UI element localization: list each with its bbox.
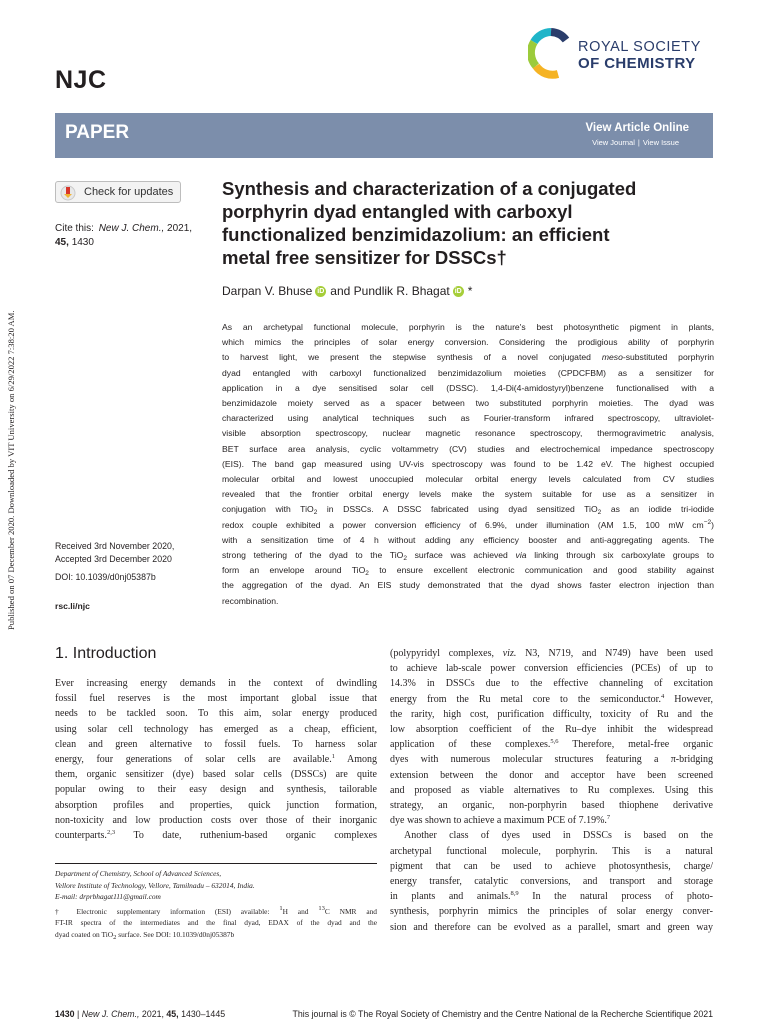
author-conjunction: and [330,284,351,298]
received-accepted-dates [55,540,174,566]
body-line: extension between the donor and acceptor have been screened [390,769,713,781]
cite-volume: 45, [55,237,69,248]
body-line: 14.3% in DSSCs due to the effective channeling of excitation [390,678,713,690]
orcid-icon[interactable]: iD [454,287,462,295]
section-heading: 1. Introduction [55,645,157,662]
body-line: counterparts.$^{2,3}$ To date, ruthenium-based organic complexes [55,829,377,842]
journal-abbreviation: NJC [55,66,107,94]
page-number: 1430 [55,1009,75,1019]
doi[interactable]: DOI: 10.1039/d0nj05387b [55,572,156,582]
citation-info [55,222,195,250]
abstract [222,320,714,609]
footer-citation [55,1009,225,1019]
body-line: and proposed as viable alternatives to Ru complexes. Using this [390,784,713,796]
reference-mark[interactable]: 1 [331,753,335,761]
email-line[interactable]: E-mail: drprbhagat111@gmail.com [55,892,161,901]
author-name[interactable]: Darpan V. Bhuse [222,284,313,298]
abstract-line: the aggregation of the dyad. An EIS study demonstrated that the dyad shows faster electron injection than [222,580,714,591]
body-line: the rarity, high cost, purification difficulty, toxicity of Ru and the [390,708,713,720]
abstract-line: molecular orbital and lowest unoccupied molecular orbital energy levels calculated from CV studies [222,474,714,485]
body-line: Another class of dyes used in DSSCs is based on the [404,830,713,842]
body-line: energy from the Ru metal core to the semiconductor.$^4$ However, [390,692,713,705]
abstract-line: (EIS). The band gap measured using UV-vis spectroscopy was found to be 1.42 eV. The highest occupied [222,458,714,469]
journal-short-link[interactable]: rsc.li/njc [55,601,90,611]
body-line: synthesis, porphyrin mimics the principles of solar energy conver- [390,906,713,918]
intro-paragraph [390,828,713,934]
abstract-line: conjugation with TiO$_2$ in DSSCs. A DSSC fabricated using dyad sensitized TiO$_2$ as an iodide tri-iodide [222,504,714,517]
body-line: energy, four generations of solar cells are available.$^1$ Among [55,753,377,766]
publisher-name-line2: OF CHEMISTRY [578,55,696,72]
footer-separator: | [77,1009,80,1019]
abstract-line: form an envelope around TiO$_2$ to ensure excellent electronic communication and good stability against [222,565,714,578]
view-article-online-link[interactable]: View Article Online [585,122,689,134]
body-line: strategy, an organic, non-porphyrin based thiophene derivative [390,800,713,812]
cite-page: 1430 [71,237,94,248]
cite-journal: New J. Chem., [98,223,165,234]
body-line: pigment that can be used to achieve photosynthesis, charge/ [390,860,713,872]
title-line: functionalized benzimidazolium: an efficient [222,224,610,245]
body-line: using solar cell technology has emerged as a cheap, efficient, [55,723,377,735]
abstract-line: visible absorption spectroscopy, nuclear magnetic resonance spectroscopy, thermogravimetric analysis, [222,428,714,439]
reference-mark[interactable]: 8,9 [510,890,519,898]
link-separator: | [637,138,640,147]
footnotes [55,868,377,940]
esi-note-line: † Electronic supplementary information (ESI) available: $^1$H and $^{13}$C NMR and [55,904,377,916]
title-line: Synthesis and characterization of a conjugated [222,178,637,199]
footer-volume: 45, [166,1009,179,1019]
abstract-line: strong tethering of the dyad to the TiO$_2$ surface was achieved via linking through six carboxylate groups to [222,550,714,563]
body-line: needs to be tackled soon. To this aim, solar energy produced [55,708,377,720]
abstract-line: characterized using analytical techniques such as Fourier-transform infrared spectroscopy, ultraviolet- [222,413,714,424]
abstract-line: application in a dye sensitised solar cell (DSSC). 1,4-Di(4-amidostyryl)benzene functionalised with a [222,382,714,393]
article-type-label: PAPER [65,122,130,143]
intro-paragraph [55,676,377,843]
esi-note-line: FT-IR spectra of the intermediates and the final dyad, EDAX of the dyad and the [55,918,377,927]
title-line: metal free sensitizer for DSSCs† [222,247,507,268]
body-column-left [55,645,377,843]
body-line: to achieve lab-scale power conversion efficiencies (PCEs) of up to [390,663,713,675]
article-type-banner [55,113,713,158]
abstract-line: revealed that the frontier orbital energy levels make the system suitable for use as a sensitizer in [222,489,714,500]
body-column-right [390,646,713,935]
rsc-emblem-icon [528,28,574,80]
abstract-line: As an archetypal functional molecule, porphyrin is the nature's best photosynthetic pigment in plants, [222,322,714,332]
corresponding-author-mark: * [467,284,473,298]
copyright-notice: This journal is © The Royal Society of Chemistry and the Centre National de la Recherche Scientifique 2021 [292,1009,713,1019]
body-line: clean and green alternative to fossil fuels. To harness solar [55,738,377,750]
intro-paragraph [390,646,713,828]
affiliation-line: Department of Chemistry, School of Advanced Sciences, [55,869,222,878]
body-line: archetypal functional molecule, porphyrin. This is a natural [390,845,713,857]
reference-mark[interactable]: 4 [660,692,665,700]
reference-mark[interactable]: 7 [606,814,611,822]
view-journal-link[interactable]: View Journal [592,138,635,147]
abstract-line: to harvest light, we present the stepwise synthesis of a novel conjugated meso-substituted porphyrin [222,352,715,363]
abstract-line: dyad entangled with carboxyl functionalized benzimidazolium moieties (CPDCFBM) as a sensitizer for [222,367,714,378]
abstract-line: BET surface area analysis, cyclic voltammetry (CV) studies and electrochemical impedance spectroscopy [222,443,714,454]
abstract-line: recombination. [222,595,279,606]
esi-note-line: dyad coated on TiO$_2$ surface. See DOI: 10.1039/d0nj05387b [55,929,235,941]
body-line: dyes with numerous molecular structures featuring a π-bridging [390,754,713,766]
body-line: low absorption coefficient of the Ru–dye inhibit the widespread [390,724,713,736]
cite-year: 2021, [167,223,193,234]
body-line: dye was shown to achieve a maximum PCE of 7.19%.$^7$ [390,814,611,827]
view-issue-link[interactable]: View Issue [642,138,679,147]
author-name[interactable]: Pundlik R. Bhagat [353,284,450,298]
publisher-name-line1: ROYAL SOCIETY [578,39,702,55]
footer-journal: New J. Chem., [81,1009,140,1019]
download-note-text: Published on 07 December 2020. Downloaded by VIT University on 6/29/2022 7:38:20 AM. [6,310,16,630]
journal-issue-links [592,138,679,147]
reference-mark[interactable]: 2,3 [106,829,116,837]
check-for-updates-label: Check for updates [84,186,174,198]
body-line: fossil fuel reserves is the most important global issue that [55,693,377,705]
body-line: (polypyridyl complexes, viz. N3, N719, and N749) have been used [390,648,713,659]
affiliation-line: Vellore Institute of Technology, Vellore, Tamilnadu – 632014, India. [55,880,255,890]
body-line: energy transfer, catalytic conversions, and transport and storage [390,876,713,888]
footer-pages: 1430–1445 [181,1009,226,1019]
abstract-line: benzimidazole moiety served as a spacer between two substituted porphyrin moieties. The dyad was [222,398,714,409]
publisher-logo[interactable] [528,28,718,80]
check-for-updates-button[interactable] [55,181,181,203]
body-line: them, organic sensitizer (dye) based solar cells (DSSCs) are quite [55,769,377,781]
orcid-icon[interactable]: iD [317,287,325,295]
article-title [222,177,692,269]
body-line: sion and therefore can be evolved as a parallel, smart and green way [390,921,713,933]
author-list [222,284,472,298]
abstract-line: which mimics the principles of solar energy conversion. Considering the prodigious ability of porphyrin [222,337,714,348]
body-line: in plants and animals.$^{8,9}$ In the natural process of photo- [390,890,713,903]
abstract-line: with a sensitization time of 4 h without adding any efficiency booster and anti-aggregating agents. The [222,534,714,545]
received-date: Received 3rd November 2020, [55,541,175,551]
title-line: porphyrin dyad entangled with carboxyl [222,201,573,222]
download-watermark [6,210,18,630]
body-line: Ever increasing energy demands in the context of dwindling [55,678,377,689]
crossmark-icon [60,185,76,201]
footnote-divider [55,863,377,864]
cite-label: Cite this: [55,223,94,234]
reference-mark[interactable]: 5,6 [550,738,559,746]
body-line: absorption profiles and properties, quick junction formation, [55,799,377,811]
accepted-date: Accepted 3rd December 2020 [55,554,172,564]
body-line: popular owing to their easy design and synthesis, tailorable [55,784,377,796]
body-line: application of these complexes.$^{5,6}$ Therefore, metal-free organic [390,738,713,751]
footer-year: 2021, [141,1009,164,1019]
body-line: non-toxicity and low production costs over those of their inorganic [55,814,377,826]
abstract-line: redox couple exhibited a power conversion efficiency of 6.9%, under illumination (AM 1.5, 100 mW $cm^{-2}$) [222,518,714,530]
